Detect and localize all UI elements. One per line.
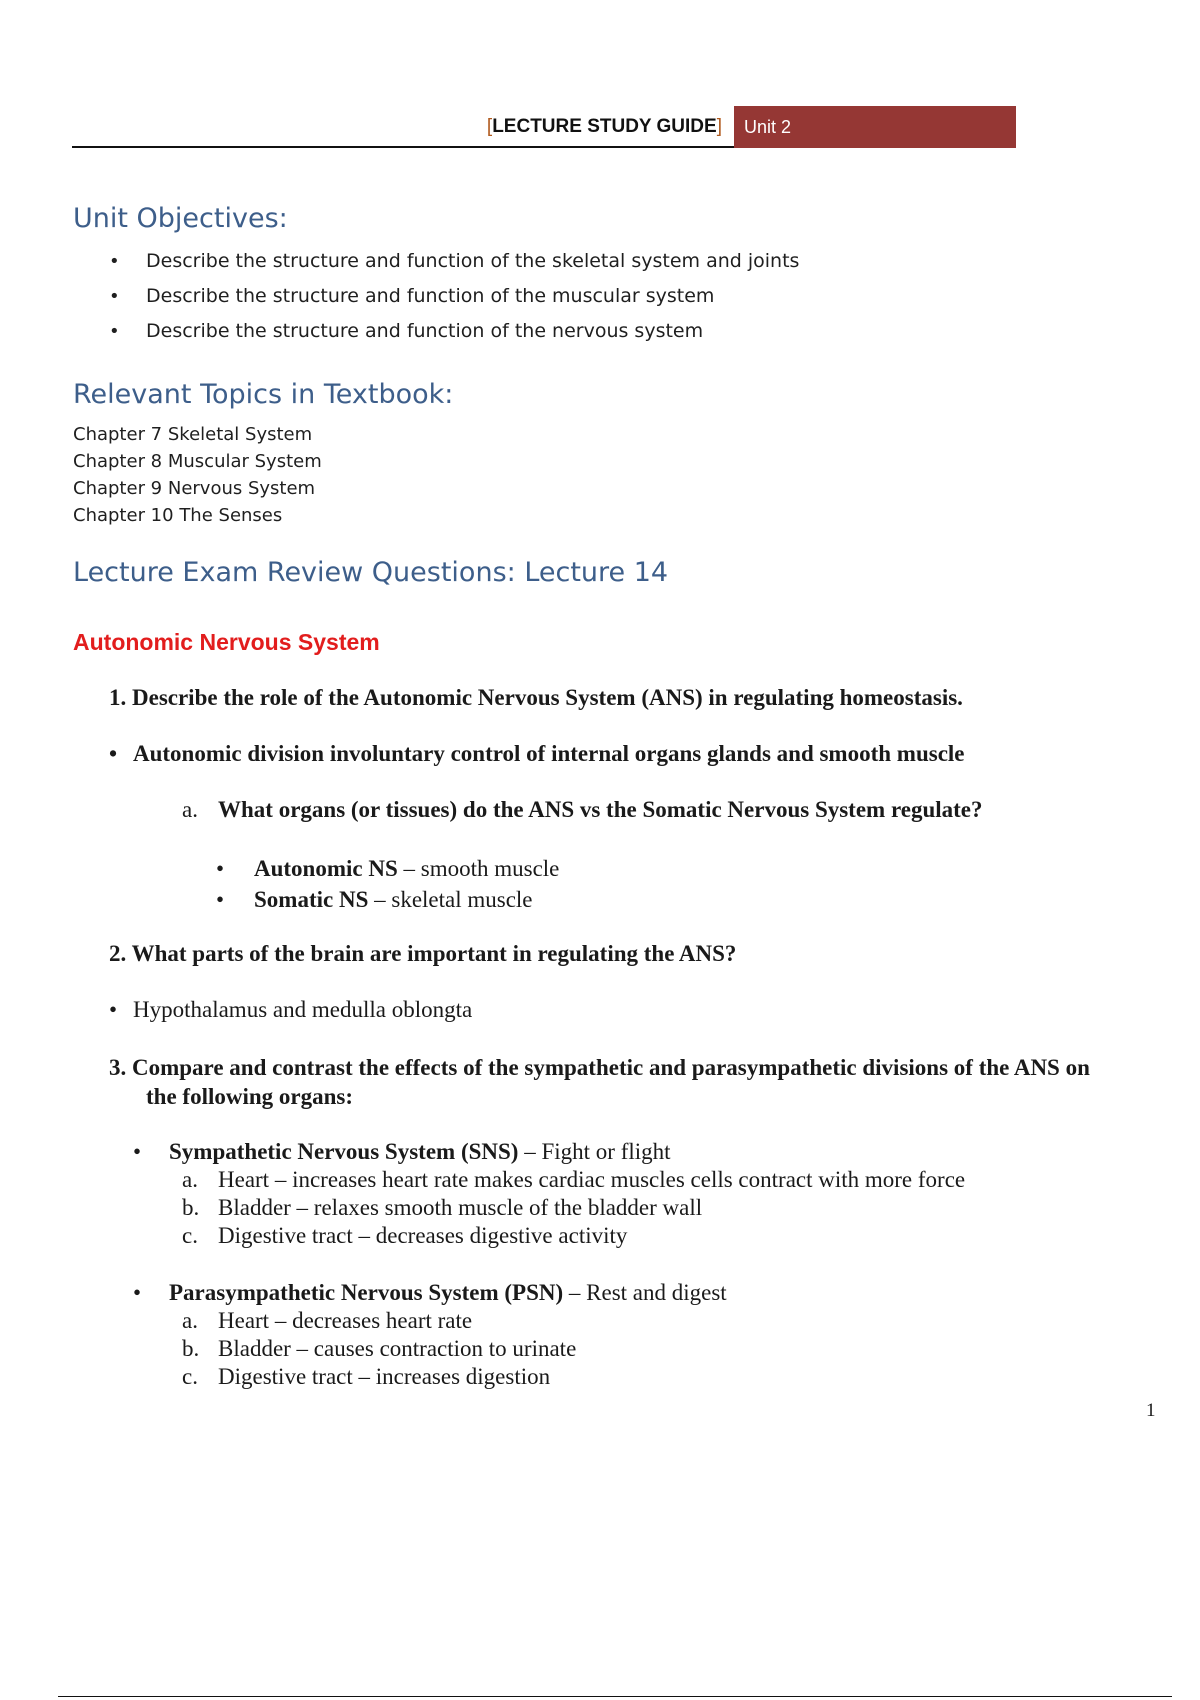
item-text: Heart – increases heart rate makes cardiac muscles cells contract with more force	[218, 1167, 966, 1192]
answer-text: Hypothalamus and medulla oblongta	[133, 997, 473, 1022]
chapter-item: Chapter 8 Muscular System	[73, 451, 322, 472]
question-text: Compare and contrast the effects of the sympathetic and parasympathetic divisions of the ANS on	[132, 1055, 1090, 1080]
unit-badge	[734, 106, 1016, 148]
desc: – Rest and digest	[563, 1280, 727, 1305]
item-text: Digestive tract – decreases digestive activity	[218, 1223, 628, 1248]
header-rule	[72, 146, 734, 148]
objective-text: Describe the structure and function of the nervous system	[146, 320, 704, 342]
item-text: Digestive tract – increases digestion	[218, 1364, 551, 1389]
list-item	[133, 1222, 965, 1250]
question-line	[109, 1082, 1189, 1111]
bullet-icon: •	[216, 856, 225, 881]
footer-rule	[58, 1696, 1172, 1697]
objectives-list	[73, 244, 973, 349]
term: Autonomic NS	[254, 856, 398, 881]
question-number: 1.	[109, 685, 127, 710]
unit-label: Unit 2	[744, 117, 792, 137]
question-1	[109, 685, 963, 711]
bracket-close: ]	[716, 116, 722, 137]
term: Sympathetic Nervous System (SNS)	[169, 1139, 519, 1164]
chapter-item: Chapter 7 Skeletal System	[73, 424, 313, 445]
objective-text: Describe the structure and function of the skeletal system and joints	[146, 250, 800, 272]
bullet-icon: •	[109, 251, 120, 272]
question-text: Describe the role of the Autonomic Nervous System (ANS) in regulating homeostasis.	[132, 685, 963, 710]
item-text: Bladder – causes contraction to urinate	[218, 1336, 577, 1361]
sns-block	[133, 1138, 965, 1250]
question-1a	[182, 797, 983, 823]
question-text: the following organs:	[146, 1084, 353, 1109]
letter: b.	[182, 1195, 200, 1220]
list-item	[216, 884, 559, 915]
psn-block	[133, 1279, 727, 1391]
desc: – smooth muscle	[397, 856, 560, 881]
topics-heading: Relevant Topics in Textbook:	[73, 379, 454, 410]
bracket-open: [	[486, 116, 493, 137]
desc: – skeletal muscle	[368, 887, 533, 912]
letter: a.	[182, 1308, 198, 1333]
bullet-icon: •	[216, 887, 225, 912]
objective-item	[73, 244, 973, 279]
chapter-item: Chapter 9 Nervous System	[73, 478, 316, 499]
list-item	[133, 1363, 727, 1391]
objectives-heading: Unit Objectives:	[73, 203, 288, 234]
psn-heading	[133, 1279, 727, 1307]
bullet-icon: •	[133, 1280, 142, 1305]
header-title-text: LECTURE STUDY GUIDE	[492, 116, 717, 137]
question-2	[109, 941, 736, 967]
question-text: What parts of the brain are important in regulating the ANS?	[131, 941, 737, 966]
objective-text: Describe the structure and function of the muscular system	[146, 285, 715, 307]
sns-heading	[133, 1138, 965, 1166]
item-text: Bladder – relaxes smooth muscle of the bladder wall	[218, 1195, 703, 1220]
bullet-icon: •	[109, 997, 118, 1022]
objective-item	[73, 279, 973, 314]
letter: a.	[182, 1167, 198, 1192]
bullet-icon: •	[133, 1139, 142, 1164]
header-title	[476, 112, 722, 142]
answer-2	[109, 997, 472, 1023]
list-item	[133, 1194, 965, 1222]
question-3	[109, 1053, 1189, 1111]
section-title: Autonomic Nervous System	[73, 629, 380, 655]
list-item	[216, 853, 559, 884]
question-number: 3.	[109, 1055, 127, 1080]
ans-vs-sns-list	[216, 853, 559, 915]
chapter-item: Chapter 10 The Senses	[73, 505, 283, 526]
bullet-icon: •	[109, 741, 118, 766]
answer-1	[109, 741, 965, 767]
question-line	[109, 1053, 1189, 1082]
page-number: 1	[1146, 1400, 1156, 1421]
desc: – Fight or flight	[518, 1139, 671, 1164]
letter: c.	[182, 1364, 198, 1389]
bullet-icon: •	[109, 286, 120, 307]
letter: b.	[182, 1336, 200, 1361]
sub-question-text: What organs (or tissues) do the ANS vs the Somatic Nervous System regulate?	[218, 797, 983, 822]
sub-letter: a.	[182, 797, 198, 822]
letter: c.	[182, 1223, 198, 1248]
answer-text: Autonomic division involuntary control of internal organs glands and smooth muscle	[133, 741, 965, 766]
term: Parasympathetic Nervous System (PSN)	[169, 1280, 564, 1305]
list-item	[133, 1166, 965, 1194]
review-heading: Lecture Exam Review Questions: Lecture 14	[73, 557, 669, 588]
question-number: 2.	[109, 941, 127, 966]
objective-item	[73, 314, 973, 349]
list-item	[133, 1335, 727, 1363]
list-item	[133, 1307, 727, 1335]
term: Somatic NS	[254, 887, 369, 912]
item-text: Heart – decreases heart rate	[218, 1308, 473, 1333]
bullet-icon: •	[109, 321, 120, 342]
chapter-list	[73, 421, 322, 529]
